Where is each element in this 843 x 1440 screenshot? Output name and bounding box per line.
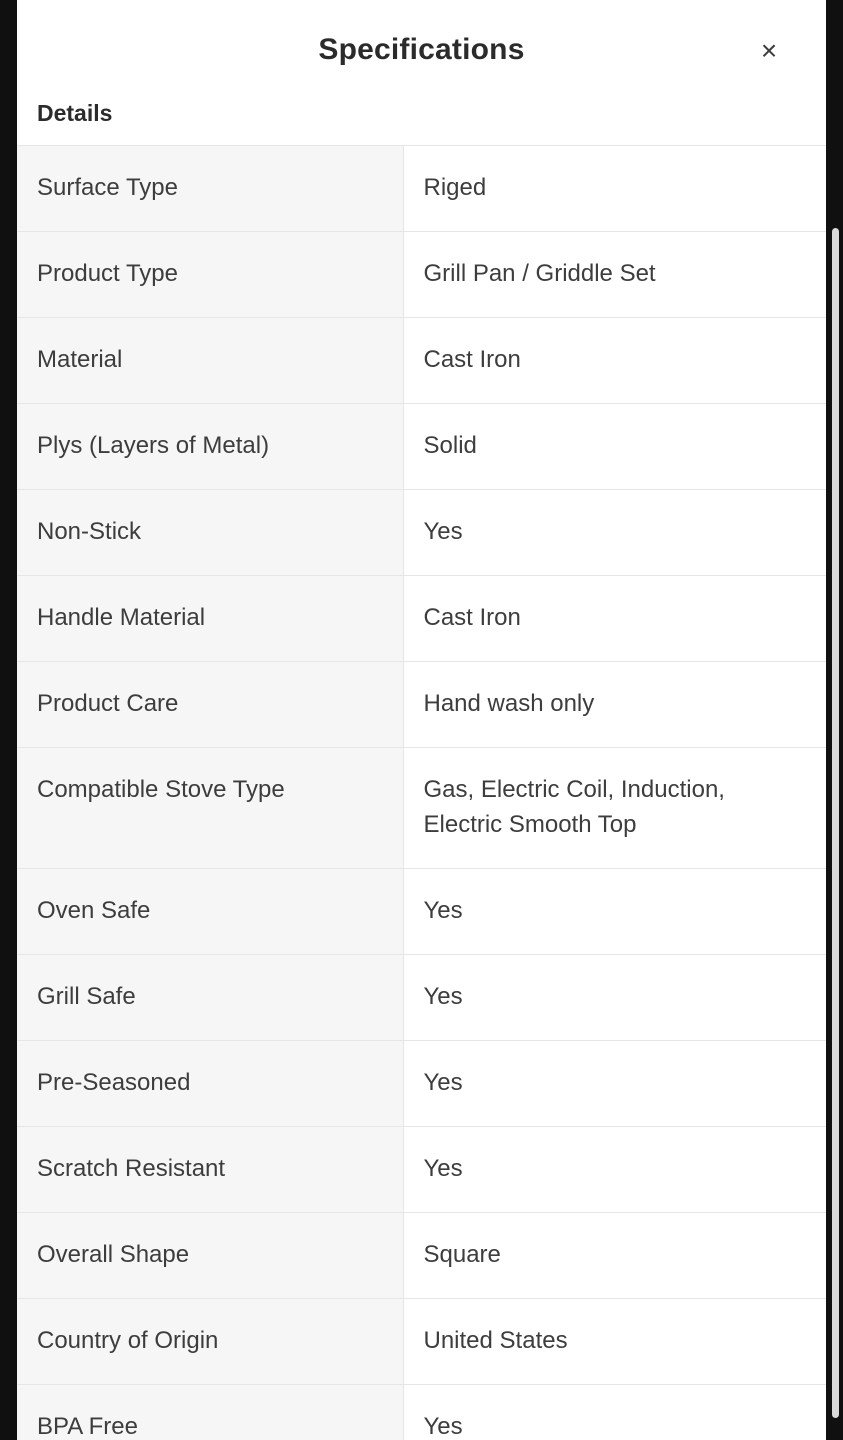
spec-value: Cast Iron xyxy=(403,576,826,662)
table-row xyxy=(17,1041,826,1127)
spec-label: Product Care xyxy=(17,662,403,748)
section-title: Details xyxy=(37,100,113,126)
spec-value: Yes xyxy=(403,1127,826,1213)
table-row xyxy=(17,1385,826,1440)
page-title: Specifications xyxy=(318,33,525,66)
table-row xyxy=(17,955,826,1041)
spec-label: BPA Free xyxy=(17,1385,403,1440)
table-row xyxy=(17,1299,826,1385)
left-gutter xyxy=(0,0,17,1440)
table-row xyxy=(17,869,826,955)
table-row xyxy=(17,662,826,748)
spec-value: Yes xyxy=(403,869,826,955)
spec-label: Compatible Stove Type xyxy=(17,748,403,869)
spec-label: Non-Stick xyxy=(17,490,403,576)
specifications-table xyxy=(17,145,826,1440)
table-row xyxy=(17,576,826,662)
spec-value: Solid xyxy=(403,404,826,490)
spec-label: Product Type xyxy=(17,232,403,318)
table-row xyxy=(17,1213,826,1299)
spec-value: Yes xyxy=(403,955,826,1041)
close-icon[interactable]: × xyxy=(750,32,788,70)
spec-label: Pre-Seasoned xyxy=(17,1041,403,1127)
modal-header xyxy=(17,0,826,100)
spec-value: Yes xyxy=(403,1041,826,1127)
spec-value: Yes xyxy=(403,490,826,576)
spec-label: Oven Safe xyxy=(17,869,403,955)
spec-value: United States xyxy=(403,1299,826,1385)
spec-label: Grill Safe xyxy=(17,955,403,1041)
table-row xyxy=(17,404,826,490)
spec-value: Hand wash only xyxy=(403,662,826,748)
spec-value: Riged xyxy=(403,146,826,232)
spec-label: Surface Type xyxy=(17,146,403,232)
spec-value: Grill Pan / Griddle Set xyxy=(403,232,826,318)
spec-label: Country of Origin xyxy=(17,1299,403,1385)
table-row xyxy=(17,490,826,576)
table-row xyxy=(17,318,826,404)
spec-label: Material xyxy=(17,318,403,404)
spec-value: Yes xyxy=(403,1385,826,1440)
table-row xyxy=(17,1127,826,1213)
spec-label: Plys (Layers of Metal) xyxy=(17,404,403,490)
spec-label: Scratch Resistant xyxy=(17,1127,403,1213)
spec-label: Overall Shape xyxy=(17,1213,403,1299)
specifications-modal xyxy=(17,0,826,1440)
spec-value: Square xyxy=(403,1213,826,1299)
table-row xyxy=(17,232,826,318)
spec-value: Cast Iron xyxy=(403,318,826,404)
specifications-table-body xyxy=(17,146,826,1440)
table-row xyxy=(17,146,826,232)
vertical-scrollbar[interactable] xyxy=(832,228,839,1418)
table-row xyxy=(17,748,826,869)
spec-label: Handle Material xyxy=(17,576,403,662)
spec-value: Gas, Electric Coil, Induction, Electric Smooth Top xyxy=(403,748,826,869)
